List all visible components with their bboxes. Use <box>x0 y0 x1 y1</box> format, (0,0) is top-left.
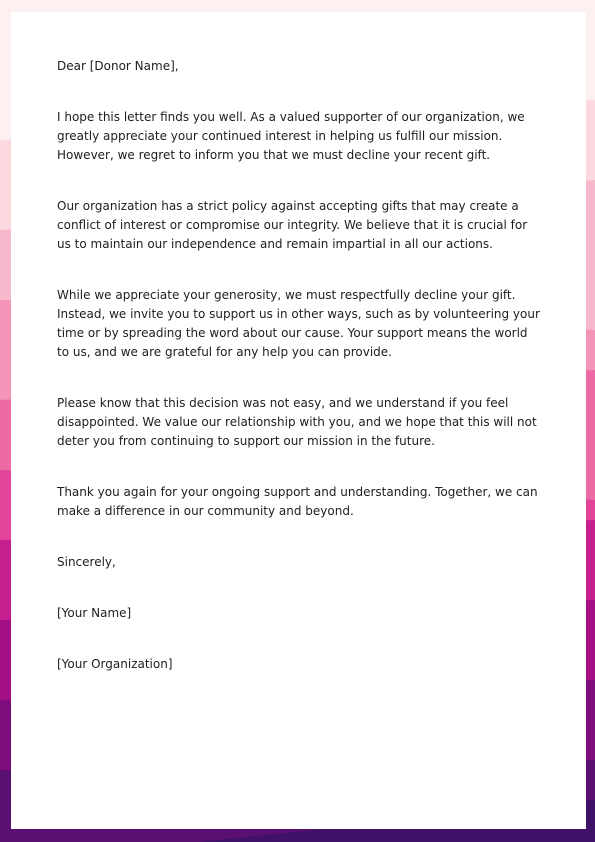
paragraph-5: Thank you again for your ongoing support and understanding. Together, we can make a difference in our community and beyond. <box>57 485 538 518</box>
salutation: Dear [Donor Name], <box>57 59 179 73</box>
closing: Sincerely, <box>57 555 116 569</box>
letter-paper <box>11 12 586 829</box>
paragraph-4: Please know that this decision was not easy, and we understand if you feel disappointed. We value our relationship with you, and we hope that this will not deter you from continuing to support our mission in the future. <box>57 396 537 448</box>
signature-organization: [Your Organization] <box>57 657 173 671</box>
paragraph-2: Our organization has a strict policy against accepting gifts that may create a conflict of interest or compromise our integrity. We believe that it is crucial for us to maintain our independence and remain impartial in all our actions. <box>57 199 528 251</box>
paragraph-1: I hope this letter finds you well. As a valued supporter of our organization, we greatly appreciate your continued interest in helping us fulfill our mission. However, we regret to inform you that we must decline your recent gift. <box>57 110 525 162</box>
signature-name: [Your Name] <box>57 606 132 620</box>
letter-body <box>57 57 543 674</box>
paragraph-3: While we appreciate your generosity, we must respectfully decline your gift. Instead, we invite you to support us in other ways, such as by volunteering your time or by spreading the word about our cause. Your support means the world to us, and we are grateful for any help you can provide. <box>57 288 540 359</box>
